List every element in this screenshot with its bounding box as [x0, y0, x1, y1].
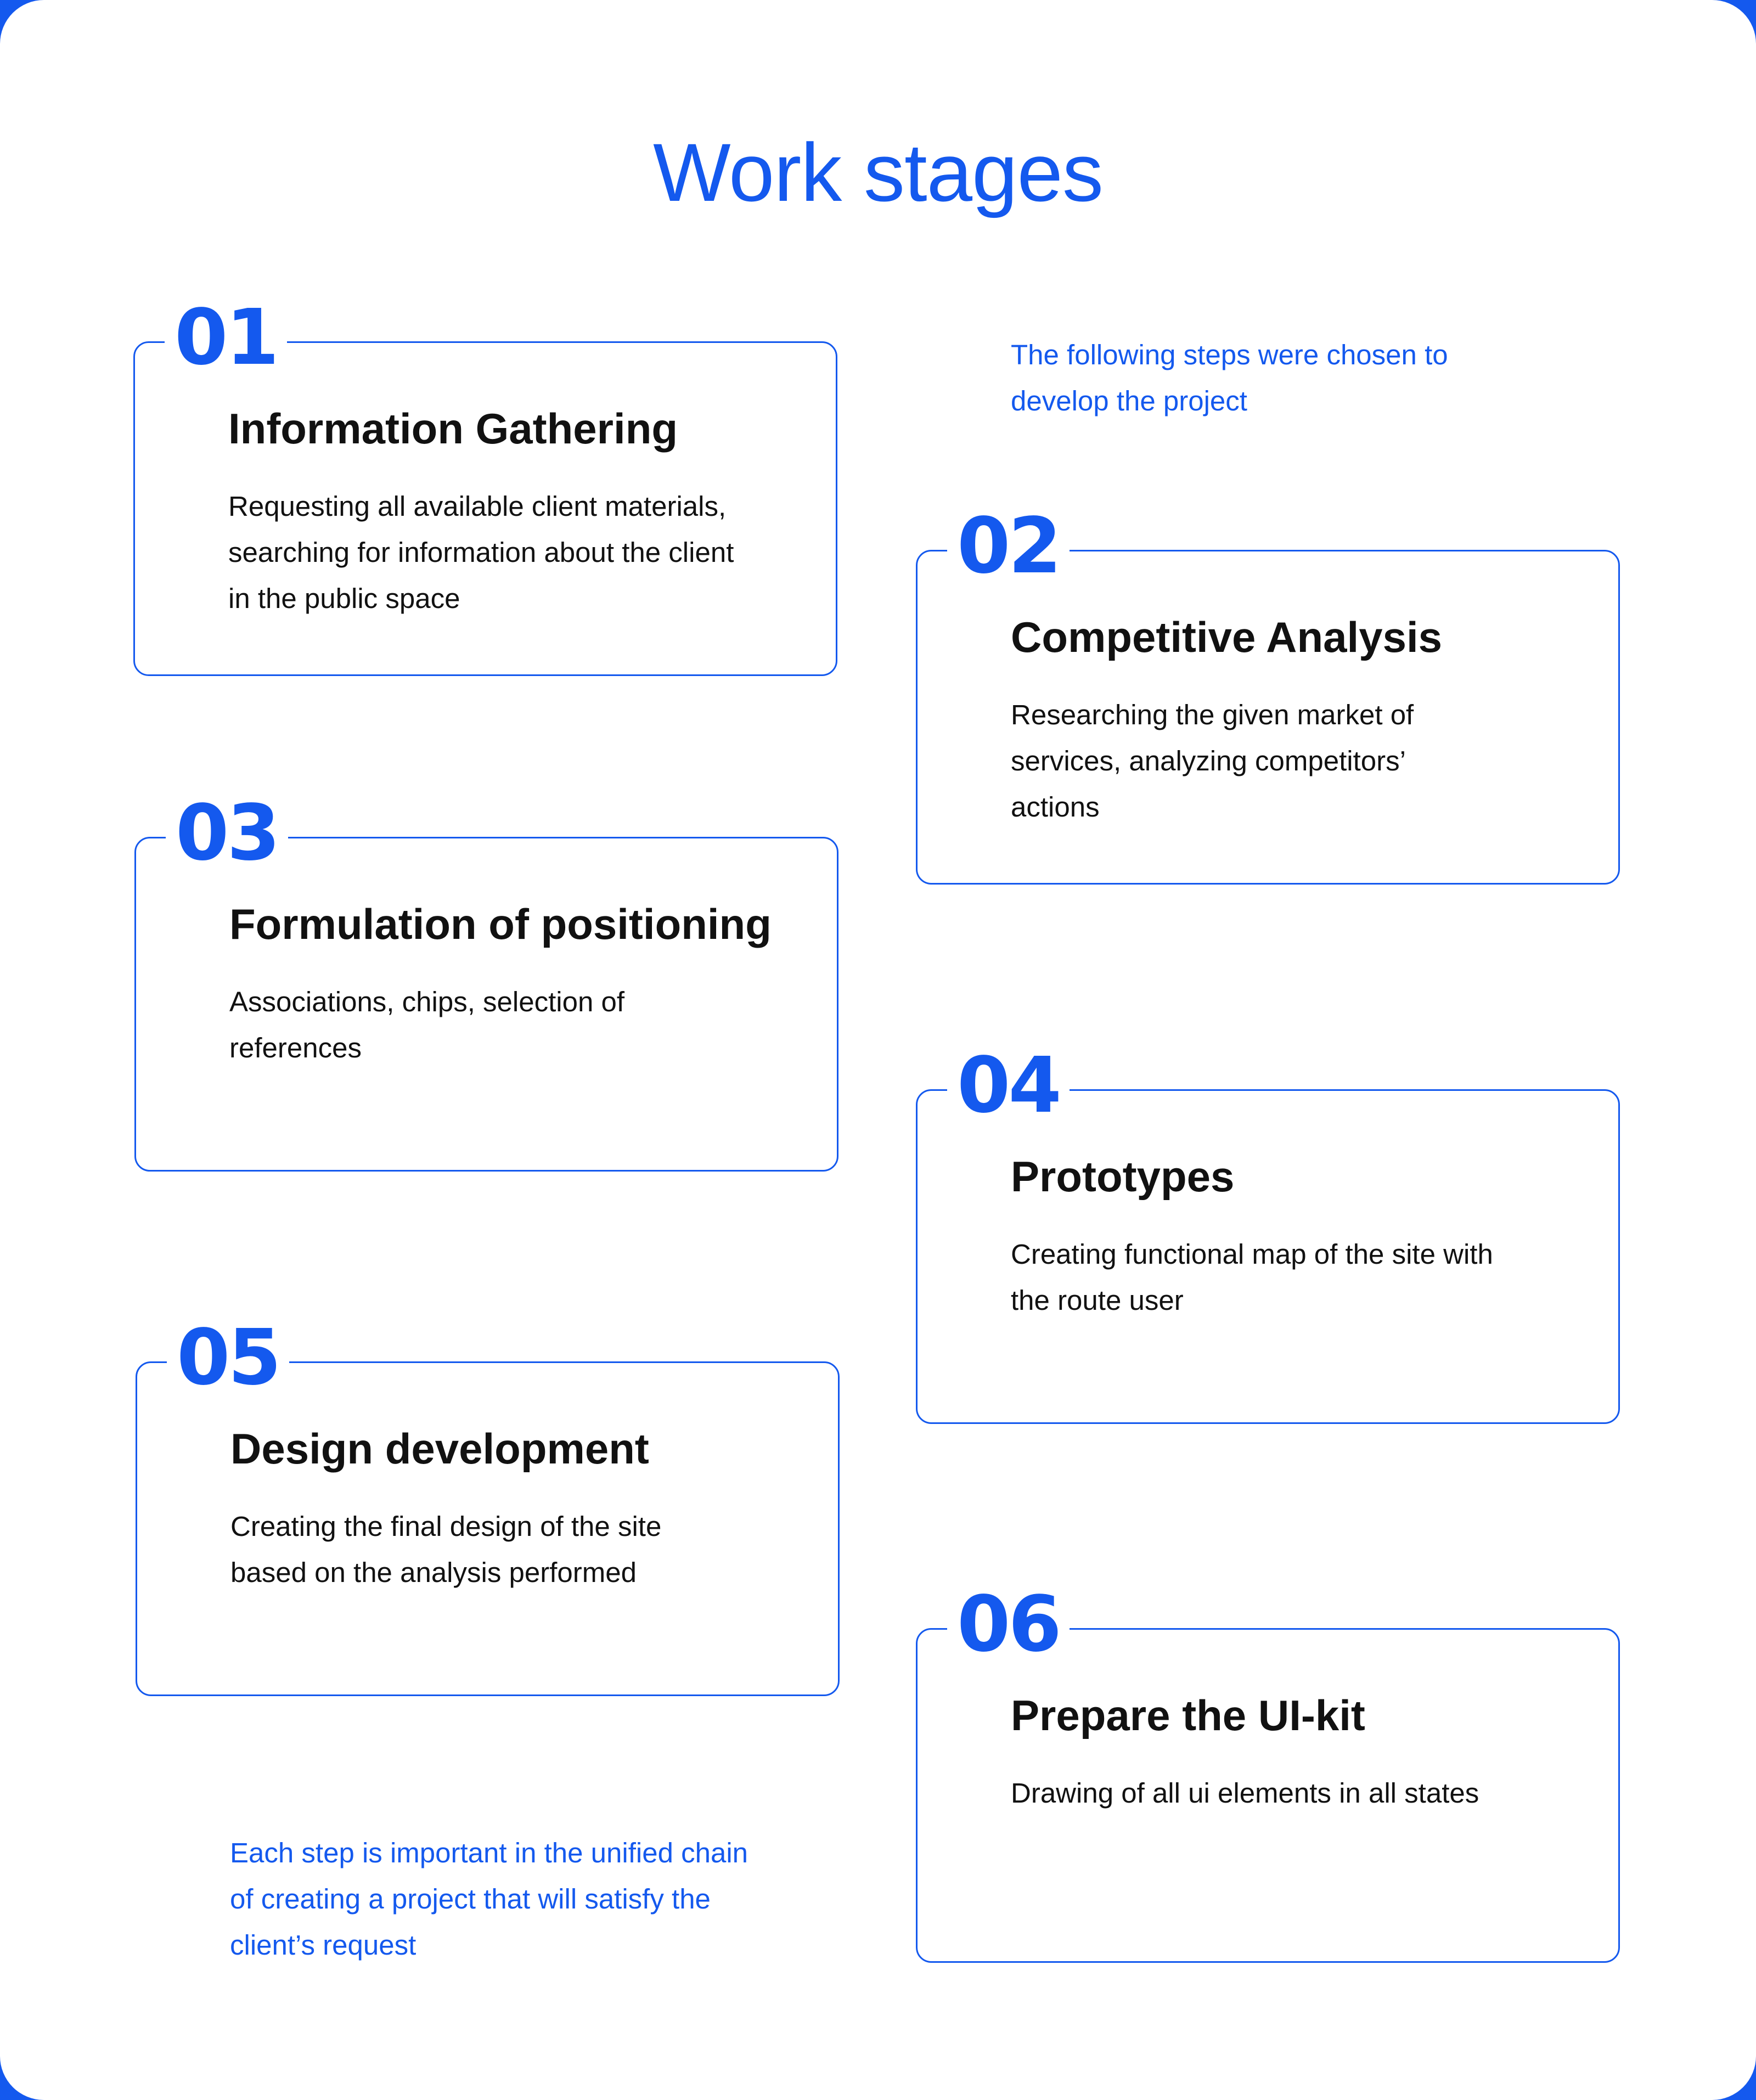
stage-description: Creating functional map of the site with the route user: [1011, 1238, 1493, 1316]
stage-card-01: [133, 293, 837, 676]
page-title: Work stages: [653, 126, 1103, 218]
stage-number: 02: [947, 505, 1070, 588]
stage-number: 06: [947, 1584, 1070, 1666]
stage-description: Creating the final design of the site based on the analysis performed: [230, 1511, 662, 1588]
stage-number: 03: [166, 792, 288, 875]
stage-title: Prepare the UI-kit: [1011, 1691, 1365, 1739]
stage-title: Prototypes: [1011, 1152, 1235, 1201]
stage-description: Associations, chips, selection of references: [229, 986, 625, 1063]
stage-title: Information Gathering: [228, 404, 678, 453]
stage-card-04: [916, 1041, 1620, 1424]
stage-description: Drawing of all ui elements in all states: [1011, 1777, 1479, 1809]
intro-note: The following steps were chosen to develop the project: [1011, 339, 1448, 416]
stage-description: Requesting all available client materials, searching for information about the client in the public space: [228, 491, 734, 614]
stage-card-03: [134, 789, 838, 1172]
stage-description: Researching the given market of services, analyzing competitors’ actions: [1011, 699, 1414, 823]
stage-title: Formulation of positioning: [229, 900, 772, 948]
stage-card-02: [916, 502, 1620, 885]
stage-number: 04: [947, 1045, 1070, 1127]
stage-title: Competitive Analysis: [1011, 613, 1443, 661]
closing-note: Each step is important in the unified chain of creating a project that will satisfy the client’s request: [230, 1837, 748, 1961]
stage-title: Design development: [230, 1425, 649, 1473]
stage-card-06: [916, 1580, 1620, 1963]
stage-number: 05: [167, 1317, 289, 1399]
stage-number: 01: [165, 297, 287, 379]
stage-card-05: [136, 1313, 840, 1696]
